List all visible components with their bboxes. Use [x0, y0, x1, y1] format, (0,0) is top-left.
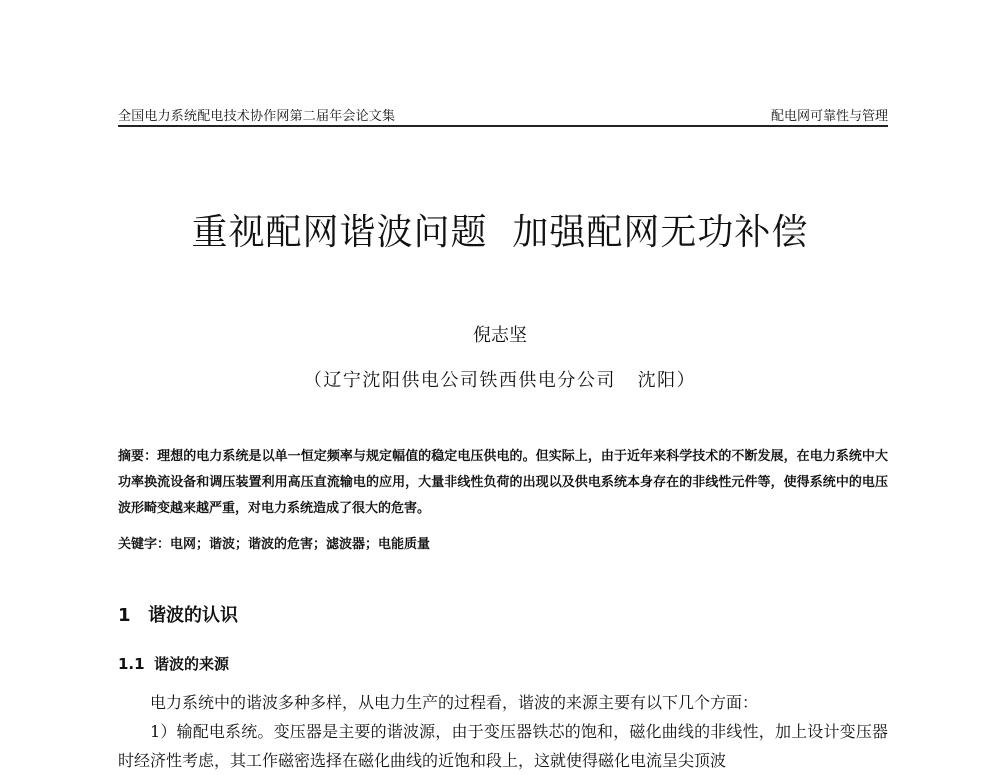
header-proceedings-title: 全国电力系统配电技术协作网第二届年会论文集: [118, 109, 396, 124]
section-number: 1: [118, 605, 131, 626]
header-section-name: 配电网可靠性与管理: [770, 109, 888, 124]
paper-title: 重视配网谐波问题 加强配网无功补偿: [191, 212, 809, 253]
running-header: [118, 103, 888, 127]
body-paragraph: 电力系统中的谐波多种多样，从电力生产的过程看，谐波的来源主要有以下几个方面：: [150, 693, 759, 712]
author-affiliation: （辽宁沈阳供电公司铁西供电分公司 沈阳）: [303, 370, 697, 391]
section-heading: [118, 601, 238, 627]
body-text: [118, 688, 888, 775]
keywords-label: 关键字：: [118, 537, 171, 552]
section-title: 谐波的认识: [148, 605, 238, 626]
abstract-label: 摘要：: [118, 449, 158, 464]
body-paragraph: 1）输配电系统。变压器是主要的谐波源，由于变压器铁芯的饱和，磁化曲线的非线性，加上设计变压器时经济性考虑，其工作磁密选择在磁化曲线的近饱和段上，这就使得磁化电流呈尖顶波: [118, 722, 888, 770]
keywords-text: 电网；谐波；谐波的危害；滤波器；电能质量: [170, 537, 431, 552]
subsection-heading: [118, 653, 229, 674]
keywords: [118, 532, 888, 558]
abstract-text: 理想的电力系统是以单一恒定频率与规定幅值的稳定电压供电的。但实际上，由于近年来科学技术的不断发展，在电力系统中大功率换流设备和调压装置利用高压直流输电的应用，大量非线性负荷的出现以及供电系统本身存在的非线性元件等，使得系统中的电压波形畸变越来越严重，对电力系统造成了很大的危害。: [118, 449, 888, 516]
author-name: 倪志坚: [473, 325, 527, 346]
subsection-number: 1.1: [118, 655, 145, 673]
subsection-title: 谐波的来源: [154, 655, 230, 673]
abstract: [118, 444, 888, 522]
